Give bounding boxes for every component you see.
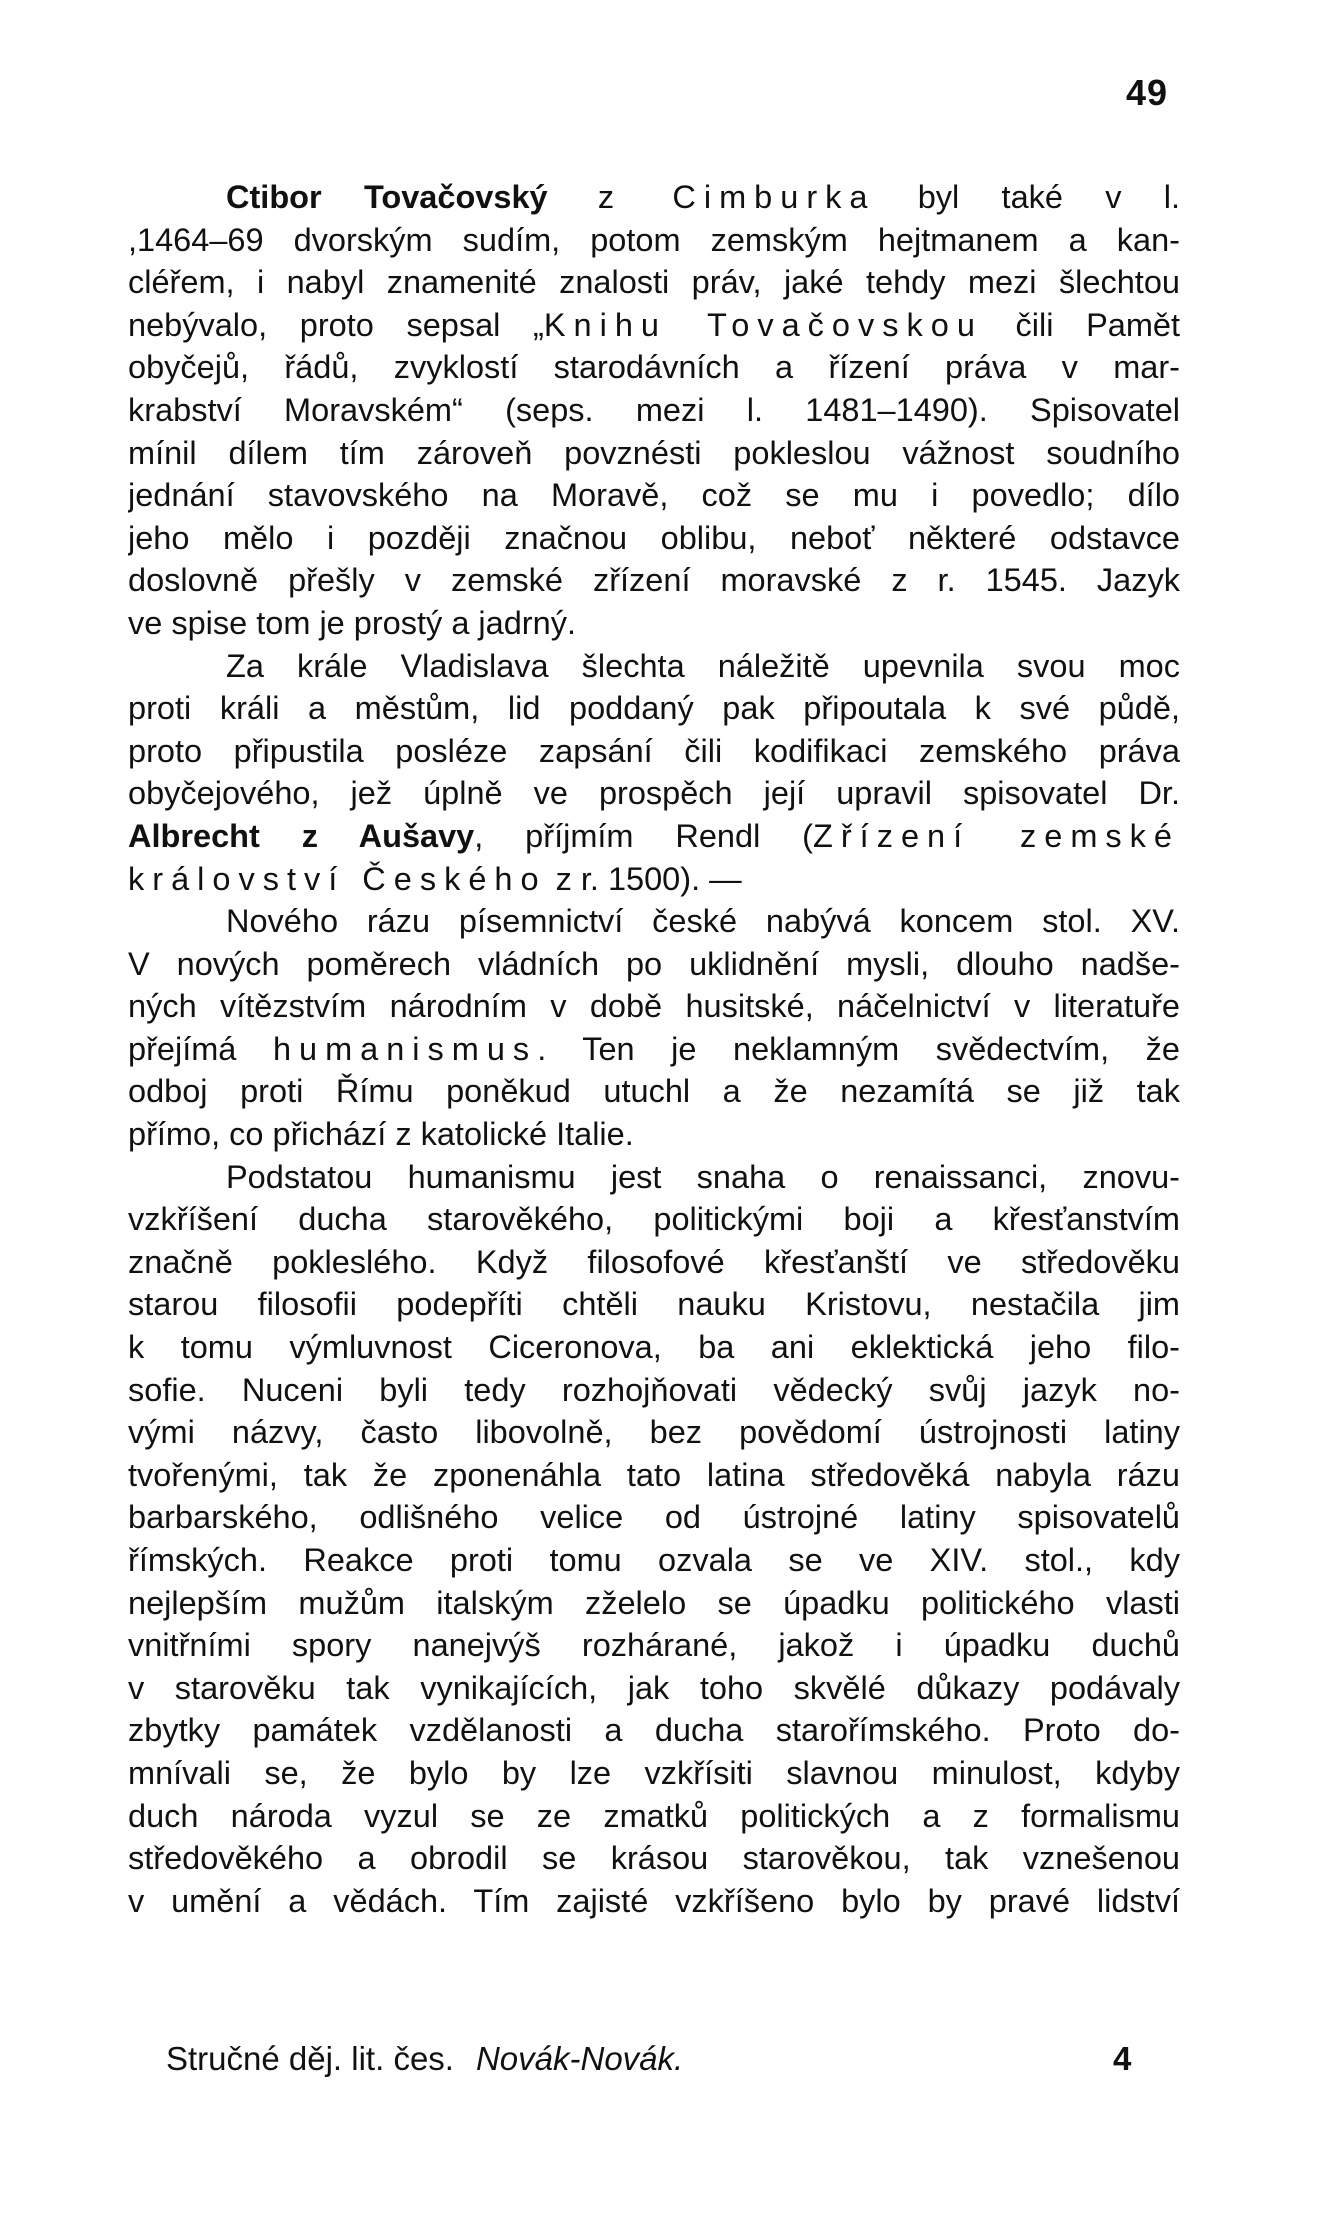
text-line: středověkého a obrodil se krásou starověkou, tak vznešenou [128,1840,1180,1877]
text-span: čili Pamět [982,306,1180,343]
text-line: odboj proti Římu poněkud utuchl a že nezamítá se již tak [128,1073,1180,1110]
author-name-ctibor: Ctibor Tovačovský [226,179,548,215]
text-line: zbytky památek vzdělanosti a ducha starořímského. Proto do- [128,1712,1180,1749]
text-line: proto připustila posléze zapsání čili kodifikaci zemského práva [128,732,1180,769]
text-line: V nových poměrech vládních po uklidnění mysli, dlouho nadše- [128,945,1180,982]
text-span: , příjmím Rendl ( [474,817,813,854]
author-name-albrecht: Albrecht z Aušavy [128,817,475,854]
text-line: obyčejového, jež úplně ve prospěch její upravil spisovatel Dr. [128,775,1180,812]
text-line: v umění a vědách. Tím zajisté vzkříšeno bylo by pravé lidství [128,1882,1180,1919]
text-line [128,304,1180,347]
book-title-kniha-tovacovska: Knihu Tovačovskou [543,306,983,343]
text-line: římských. Reakce proti tomu ozvala se ve XIV. stol., kdy [128,1542,1180,1578]
text-line: Za krále Vladislava šlechta náležitě upevnila svou moc [226,647,1180,684]
text-line: k tomu výmluvnost Ciceronova, ba ani eklektická jeho filo- [128,1329,1180,1366]
text-line: cléřem, i nabyl znamenité znalosti práv, jaké tehdy mezi šlechtou [128,264,1180,301]
text-line: vými názvy, často libovolně, bez povědomí ústrojnosti latiny [128,1414,1180,1451]
text-span: z Cimburka [547,179,876,215]
text-line: starou filosofii podepříti chtěli nauku Kristovu, nestačila jim [128,1286,1180,1323]
text-line [128,815,1180,858]
text-line: Nového rázu písemnictví české nabývá koncem stol. XV. [226,903,1180,940]
text-line: sofie. Nuceni byli tedy rozhojňovati vědecký svůj jazyk no- [128,1371,1180,1408]
text-line [128,1028,1180,1071]
text-line: obyčejů, řádů, zvyklostí starodávních a řízení práva v mar- [128,349,1180,386]
text-line [128,858,1180,901]
text-line [128,176,1180,219]
text-line: jednání stavovského na Moravě, což se mu i povedlo; dílo [128,477,1180,514]
text-line: ných vítězstvím národním v době husitské, náčelnictví v literatuře [128,988,1180,1025]
book-title-zrizeni-zemske: Zřízení zemské [813,817,1180,854]
text-span: byl také v l. [875,179,1180,215]
text-line: krabství Moravském“ (seps. mezi l. 1481–1490). Spisovatel [128,391,1180,428]
page-number: 49 [1125,72,1168,113]
text-line: v starověku tak vynikajících, jak toho skvělé důkazy podávaly [128,1669,1180,1706]
text-span: nebývalo, proto sepsal „ [128,306,544,343]
footer-sheet-number: 4 [1113,2040,1132,2077]
text-line: doslovně přešly v zemské zřízení moravské z r. 1545. Jazyk [128,562,1180,599]
term-humanismus: humanismus [272,1030,538,1067]
text-line: jeho mělo i později značnou oblibu, neboť některé odstavce [128,519,1180,556]
text-line: vnitřními spory nanejvýš rozhárané, jakož i úpadku duchů [128,1627,1180,1664]
text-line: mínil dílem tím zároveň povznésti pokleslou vážnost soudního [128,434,1180,471]
book-title-kralovstvi-ceskeho: království Českého [128,860,547,897]
body-text [128,176,1180,1922]
text-line: značně pokleslého. Když filosofové křesťanští ve středověku [128,1243,1180,1280]
text-span: přejímá [128,1030,273,1067]
text-line: barbarského, odlišného velice od ústrojné latiny spisovatelů [128,1499,1180,1536]
footer-authors: Novák-Novák. [475,2040,684,2077]
text-span: . Ten je neklamným svědectvím, že [537,1030,1180,1067]
page-footer [166,2040,683,2078]
text-line: nejlepším mužům italským zželelo se úpadku politického vlasti [128,1584,1180,1621]
text-line: mnívali se, že bylo by lze vzkřísiti slavnou minulost, kdyby [128,1754,1180,1791]
text-line: ,1464–69 dvorským sudím, potom zemským hejtmanem a kan- [128,221,1180,258]
footer-book-title: Stručné děj. lit. čes. [166,2040,454,2077]
text-line: duch národa vyzul se ze zmatků politických a z formalismu [128,1797,1180,1834]
text-span: z r. 1500). — [546,860,742,897]
text-line: vzkříšení ducha starověkého, politickými boji a křesťanstvím [128,1201,1180,1238]
text-line: přímo, co přichází z katolické Italie. [128,1116,634,1153]
text-line: tvořenými, tak že zponenáhla tato latina středověká nabyla rázu [128,1456,1180,1493]
text-line: proti králi a městům, lid poddaný pak připoutala k své půdě, [128,690,1180,727]
text-line: ve spise tom je prostý a jadrný. [128,604,576,641]
text-line: Podstatou humanismu jest snaha o renaissanci, znovu- [226,1158,1180,1195]
